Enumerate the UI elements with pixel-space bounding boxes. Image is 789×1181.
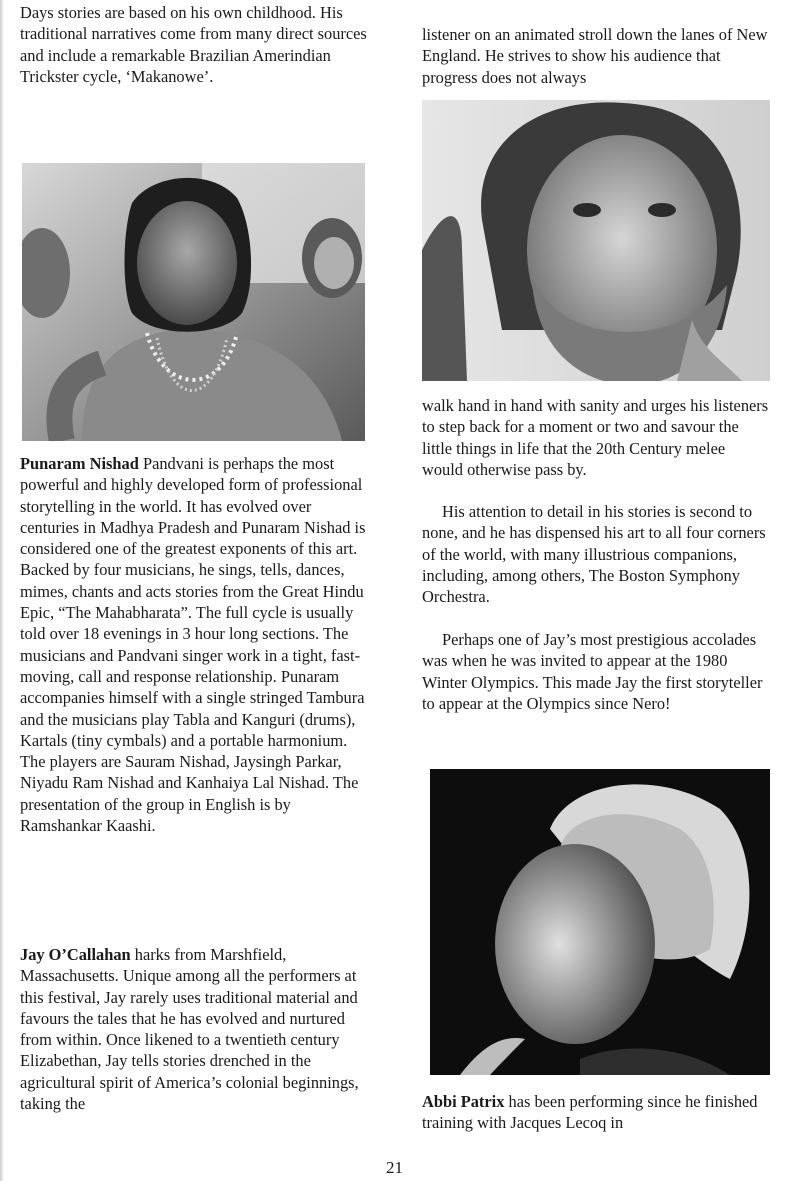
jay-name: Jay O’Callahan bbox=[20, 945, 131, 964]
para-detail: His attention to detail in his stories is second to none, and he has dispensed his art to all four corners of the world, with many illustrious companions, including, among others, The Boston Symphony Orchestra. bbox=[422, 502, 766, 607]
abbi-paragraph bbox=[422, 1091, 770, 1134]
abbi-name: Abbi Patrix bbox=[422, 1092, 505, 1111]
jay-paragraph bbox=[20, 944, 372, 1114]
abbi-text: has been performing since he finished training with Jacques Lecoq in bbox=[422, 1092, 758, 1133]
page-edge-shadow bbox=[0, 0, 4, 1181]
punaram-text: Pandvani is perhaps the most powerful and highly developed form of professional storytelling in the world. It has evolved over centuries in Madhya Pradesh and Punaram Nishad is considered one of the greatest exponents of this art. Backed by four musicians, he sings, tells, dances, mimes, chants and acts stories from the Great Hindu Epic, “The Mahabharata”. The full cycle is usually told over 18 evenings in 3 hour long sections. The musicians and Pandvani singer work in a tight, fast-moving, call and response relationship. Punaram accompanies himself with a single stringed Tambura and the musicians play Tabla and Kanguri (drums), Kartals (tiny cymbals) and a portable harmonium. The players are Sauram Nishad, Jaysingh Parkar, Niyadu Ram Nishad and Kanhaiya Lal Nishad. The presentation of the group in English is by Ramshankar Kaashi. bbox=[20, 454, 366, 836]
jay-text: harks from Marshfield, Massachusetts. Unique among all the performers at this festival, Jay rarely uses traditional material and favours the tales that he has evolved and nurtured from within. Once likened to a twentieth century Elizabethan, Jay tells stories drenched in the agricultural spirit of America’s colonial beginnings, taking the bbox=[20, 945, 359, 1114]
intro-paragraph: Days stories are based on his own childhood. His traditional narratives come from many direct sources and include a remarkable Brazilian Amerindian Trickster cycle, ‘Makanowe’. bbox=[20, 3, 367, 86]
page-number: 21 bbox=[386, 1158, 403, 1177]
jay-ocallahan-photo bbox=[422, 100, 770, 381]
para-olympics: Perhaps one of Jay’s most prestigious accolades was when he was invited to appear at the 1980 Winter Olympics. This made Jay the first storyteller to appear at the Olympics since Nero! bbox=[422, 630, 763, 713]
para-sanity: walk hand in hand with sanity and urges his listeners to step back for a moment or two and savour the little things in life that the 20th Century melee would otherwise pass by. bbox=[422, 396, 769, 479]
right-top-paragraph: listener on an animated stroll down the lanes of New England. He strives to show his audience that progress does not always bbox=[422, 25, 768, 87]
abbi-patrix-photo bbox=[430, 769, 770, 1075]
punaram-name: Punaram Nishad bbox=[20, 454, 139, 473]
punaram-paragraph bbox=[20, 453, 372, 836]
punaram-nishad-photo bbox=[22, 163, 365, 441]
